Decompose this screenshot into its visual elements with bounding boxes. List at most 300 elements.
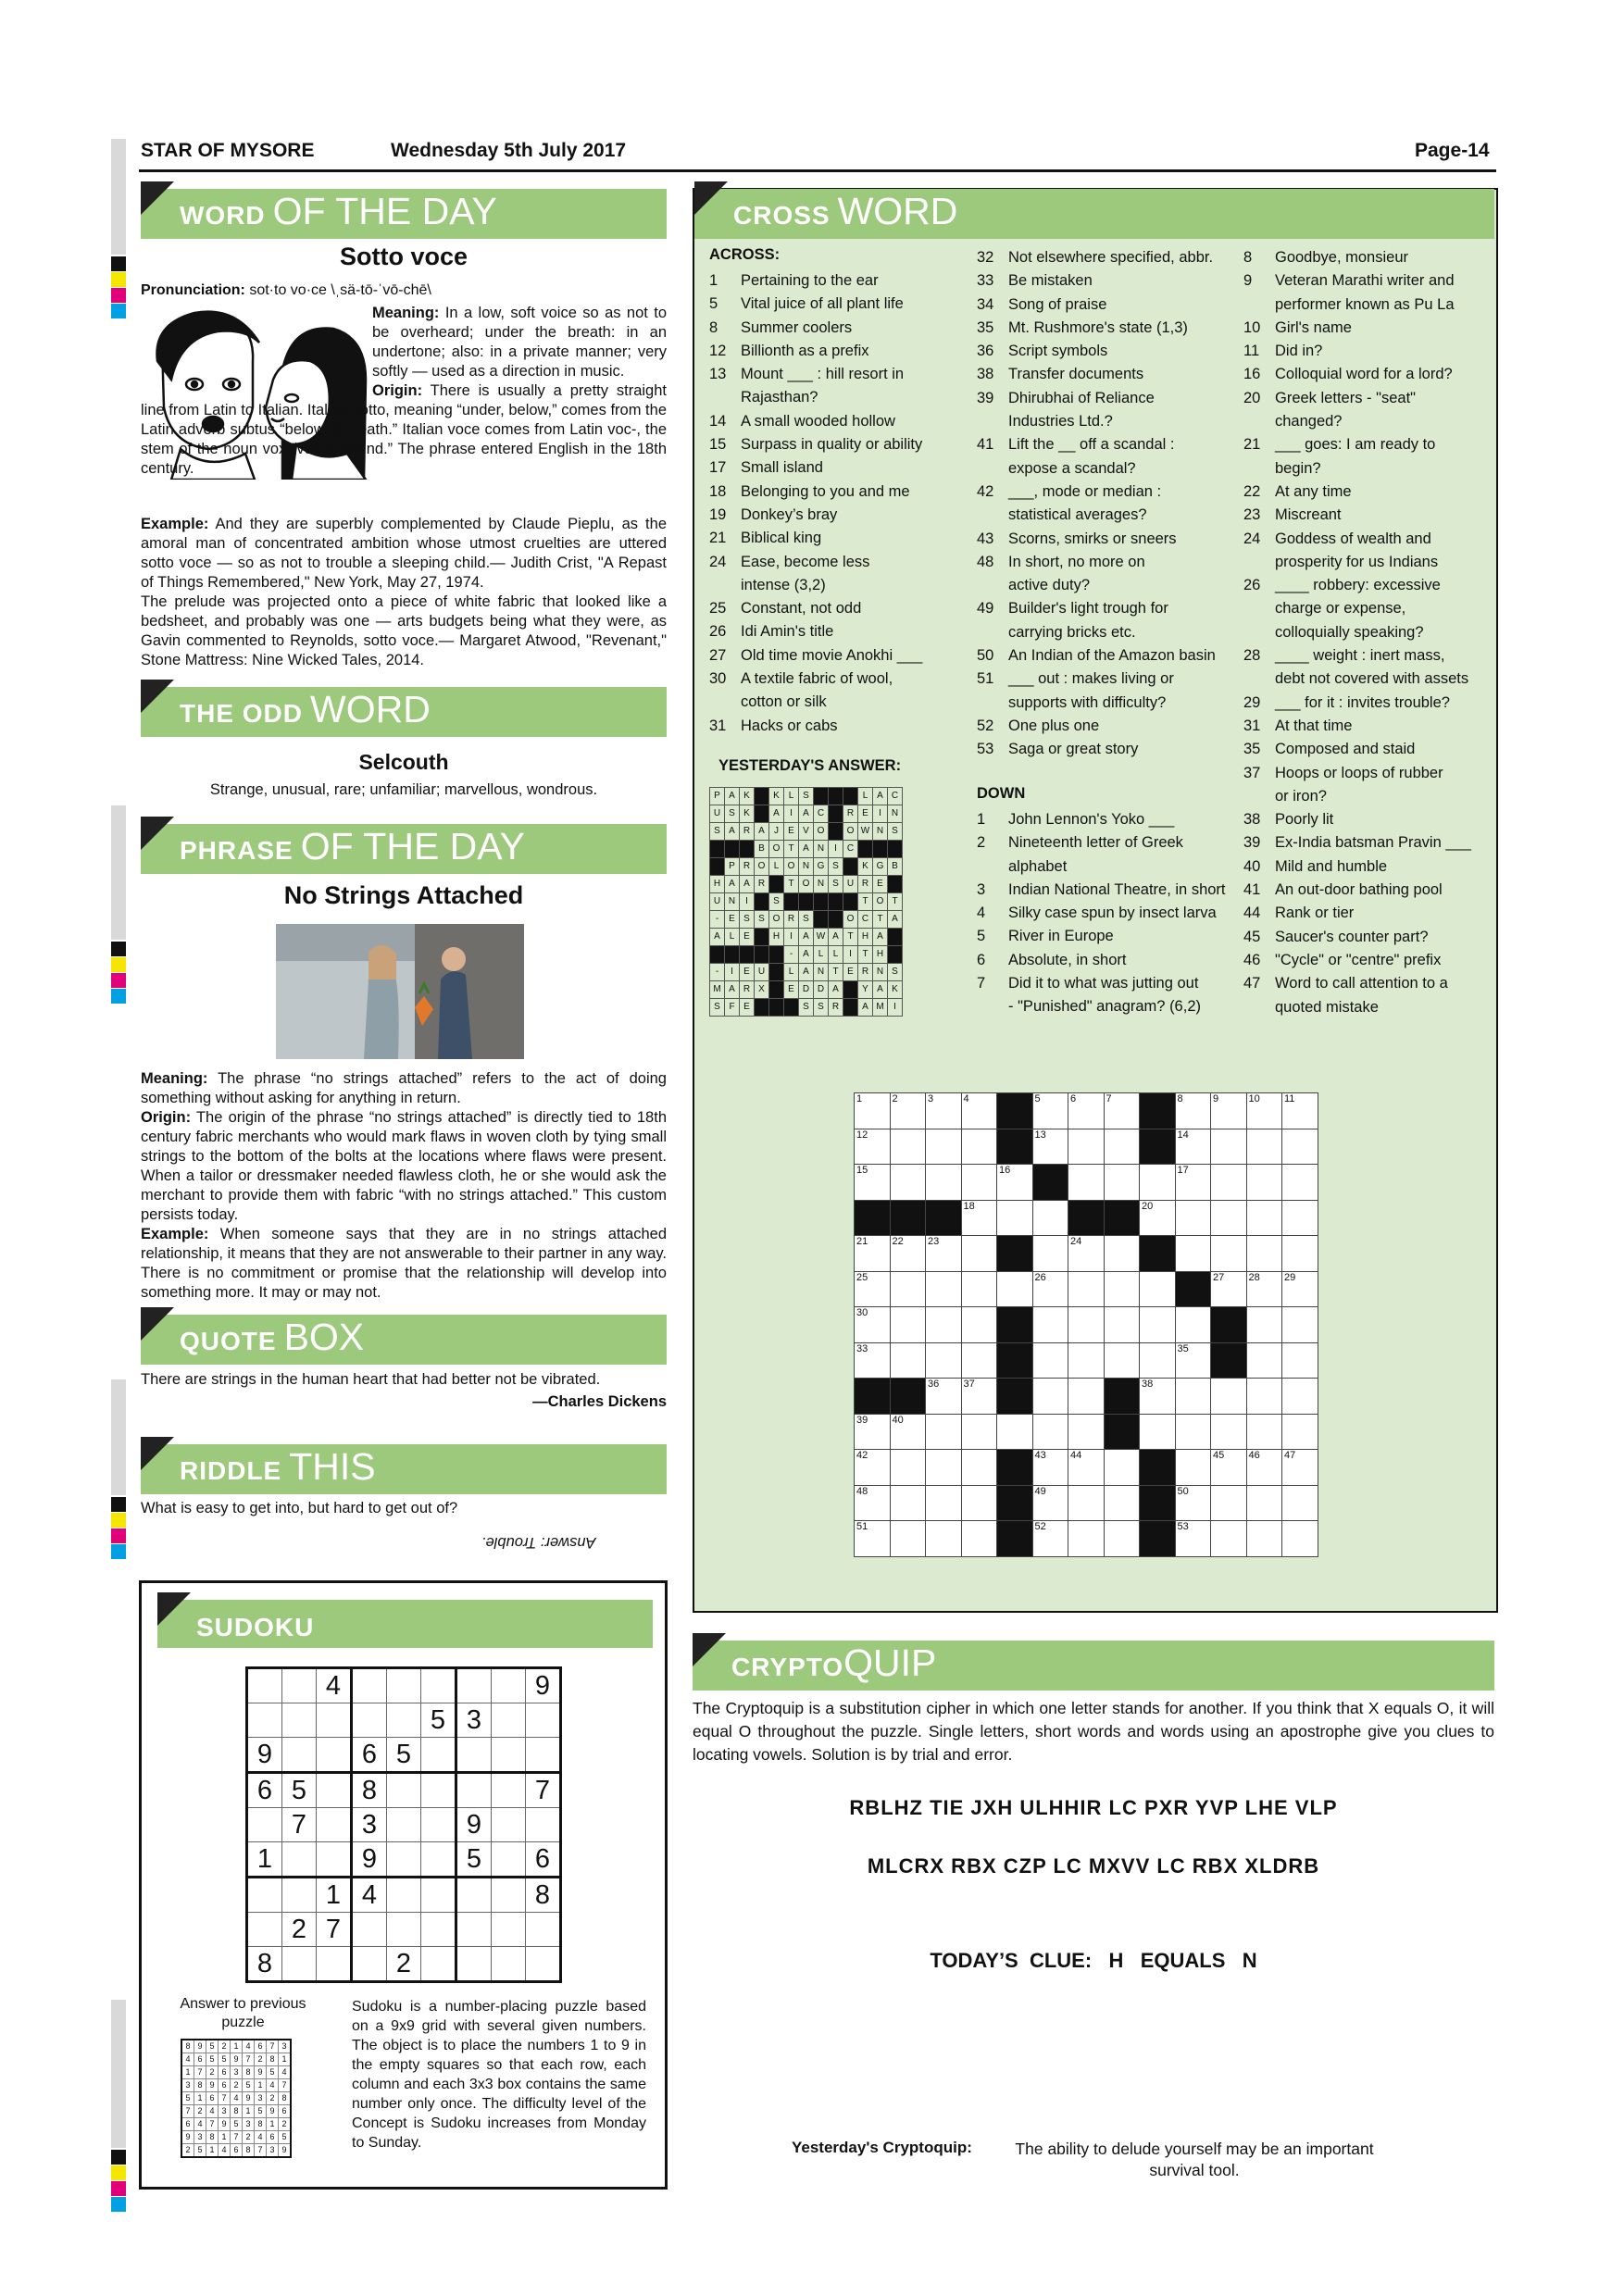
banner-word-a: CROSS <box>733 201 831 230</box>
clue-number: 1 <box>709 272 718 289</box>
cell-number: 40 <box>892 1414 904 1426</box>
crossword-cell[interactable] <box>1282 1093 1318 1129</box>
crossword-cell[interactable] <box>1104 1165 1140 1201</box>
cell-number: 52 <box>1034 1521 1046 1532</box>
crossword-cell[interactable] <box>1140 1342 1176 1379</box>
sudoku-empty-cell[interactable] <box>247 1878 282 1913</box>
sudoku-empty-cell[interactable] <box>492 1913 526 1947</box>
answer-black-cell <box>755 929 769 946</box>
sudoku-empty-cell[interactable] <box>387 1808 421 1842</box>
crossword-cell[interactable] <box>1068 1307 1105 1343</box>
sudoku-empty-cell[interactable] <box>247 1703 282 1738</box>
crossword-cell[interactable] <box>1246 1129 1282 1165</box>
sudoku-given-cell: 1 <box>206 2144 219 2158</box>
registration-mark <box>111 989 126 1004</box>
crossword-cell[interactable] <box>1211 1521 1247 1557</box>
crossword-cell[interactable] <box>890 1271 926 1307</box>
crossword-cell[interactable] <box>1282 1236 1318 1272</box>
crossword-cell[interactable] <box>1246 1093 1282 1129</box>
sudoku-empty-cell[interactable] <box>387 1703 421 1738</box>
sudoku-empty-cell[interactable] <box>352 1913 387 1947</box>
crossword-cell[interactable] <box>961 1379 997 1415</box>
crossword-cell[interactable] <box>1282 1271 1318 1307</box>
crossword-cell[interactable] <box>855 1236 891 1272</box>
sudoku-empty-cell[interactable] <box>421 1878 456 1913</box>
answer-cell: S <box>799 911 814 929</box>
crossword-cell[interactable] <box>926 1129 962 1165</box>
crossword-cell[interactable] <box>855 1521 891 1557</box>
sudoku-empty-cell[interactable] <box>387 1913 421 1947</box>
sudoku-empty-cell[interactable] <box>317 1738 352 1773</box>
crossword-cell[interactable] <box>1140 1200 1176 1236</box>
crossword-cell[interactable] <box>926 1271 962 1307</box>
clue-number: 9 <box>1243 272 1253 290</box>
crossword-cell[interactable] <box>1175 1414 1211 1450</box>
crossword-cell[interactable] <box>1246 1271 1282 1307</box>
crossword-cell[interactable] <box>1032 1200 1068 1236</box>
crossword-cell[interactable] <box>1175 1485 1211 1521</box>
sudoku-empty-cell[interactable] <box>282 1738 317 1773</box>
crossword-cell[interactable] <box>1282 1165 1318 1201</box>
clue-line <box>1243 879 1493 902</box>
crossword-cell[interactable] <box>890 1236 926 1272</box>
answer-cell: L <box>829 946 843 964</box>
sudoku-empty-cell[interactable] <box>387 1773 421 1808</box>
crossword-cell[interactable] <box>1175 1129 1211 1165</box>
clue-line <box>1243 972 1493 995</box>
crossword-cell[interactable] <box>1175 1093 1211 1129</box>
crossword-cell[interactable] <box>1175 1379 1211 1415</box>
clue-text: A small wooded hollow <box>741 412 895 430</box>
crossword-cell[interactable] <box>1246 1307 1282 1343</box>
sudoku-empty-cell[interactable] <box>352 1703 387 1738</box>
sudoku-empty-cell[interactable] <box>387 1668 421 1703</box>
sudoku-empty-cell[interactable] <box>526 1738 561 1773</box>
sudoku-empty-cell[interactable] <box>387 1878 421 1913</box>
crossword-cell[interactable] <box>1068 1129 1105 1165</box>
crossword-cell[interactable] <box>1104 1307 1140 1343</box>
crossword-cell[interactable] <box>1032 1307 1068 1343</box>
clue-line <box>977 246 1218 269</box>
crossword-cell[interactable] <box>1282 1307 1318 1343</box>
crossword-cell[interactable] <box>961 1271 997 1307</box>
crossword-cell[interactable] <box>1104 1236 1140 1272</box>
clue-text: Idi Amin's title <box>741 623 834 641</box>
crossword-cell[interactable] <box>1175 1165 1211 1201</box>
clue-text: Indian National Theatre, in short <box>1008 880 1226 898</box>
answer-black-cell <box>843 999 858 1017</box>
crossword-cell[interactable] <box>1175 1342 1211 1379</box>
answer-cell: C <box>888 788 903 805</box>
crossword-cell[interactable] <box>1175 1236 1211 1272</box>
clue-number: 24 <box>709 553 727 570</box>
crossword-cell[interactable] <box>961 1450 997 1486</box>
sudoku-given-cell: 5 <box>267 2066 279 2079</box>
crossword-cell[interactable] <box>1211 1129 1247 1165</box>
sudoku-empty-cell[interactable] <box>492 1703 526 1738</box>
crossword-cell[interactable] <box>1246 1342 1282 1379</box>
sudoku-empty-cell[interactable] <box>456 1913 492 1947</box>
crossword-cell[interactable] <box>890 1342 926 1379</box>
clue-line <box>709 597 950 620</box>
crossword-black-cell <box>997 1093 1033 1129</box>
clue-line <box>709 691 950 714</box>
clue-text: Script symbols <box>1008 343 1108 360</box>
sudoku-empty-cell[interactable] <box>526 1808 561 1842</box>
crossword-cell[interactable] <box>1175 1521 1211 1557</box>
crossword-cell[interactable] <box>1032 1450 1068 1486</box>
crossword-cell[interactable] <box>855 1093 891 1129</box>
answer-cell: L <box>769 858 784 876</box>
clue-line <box>1243 574 1493 597</box>
sudoku-empty-cell[interactable] <box>352 1947 387 1982</box>
sudoku-given-cell: 3 <box>267 2144 279 2158</box>
crossword-cell[interactable] <box>1211 1379 1247 1415</box>
crossword-cell[interactable] <box>1140 1307 1176 1343</box>
crossword-cell[interactable] <box>855 1414 891 1450</box>
crossword-cell[interactable] <box>1282 1129 1318 1165</box>
sudoku-given-cell: 7 <box>243 2053 255 2066</box>
crossword-cell[interactable] <box>1246 1450 1282 1486</box>
crossword-cell[interactable] <box>890 1165 926 1201</box>
crossword-cell[interactable] <box>1282 1200 1318 1236</box>
sudoku-given-cell: 7 <box>206 2118 219 2131</box>
clue-line <box>1243 597 1493 620</box>
crossword-cell[interactable] <box>1068 1521 1105 1557</box>
sudoku-empty-cell[interactable] <box>247 1808 282 1842</box>
sudoku-empty-cell[interactable] <box>492 1738 526 1773</box>
clue-text: "Cycle" or "centre" prefix <box>1275 951 1442 968</box>
clue-number: 15 <box>709 436 727 454</box>
crossword-cell[interactable] <box>1282 1450 1318 1486</box>
crossword-black-cell <box>997 1450 1033 1486</box>
clue-number: 8 <box>1243 249 1253 266</box>
crossword-cell[interactable] <box>1032 1342 1068 1379</box>
crossword-cell[interactable] <box>1032 1414 1068 1450</box>
crossword-cell[interactable] <box>997 1200 1033 1236</box>
sudoku-empty-cell[interactable] <box>421 1913 456 1947</box>
crossword-cell[interactable] <box>997 1165 1033 1201</box>
crossword-cell[interactable] <box>1211 1271 1247 1307</box>
crossword-cell[interactable] <box>1068 1093 1105 1129</box>
sudoku-empty-cell[interactable] <box>492 1668 526 1703</box>
crossword-cell[interactable] <box>1104 1450 1140 1486</box>
crossword-cell[interactable] <box>1140 1414 1176 1450</box>
crossword-cell[interactable] <box>1211 1485 1247 1521</box>
crossword-cell[interactable] <box>1032 1236 1068 1272</box>
sudoku-given-cell: 4 <box>279 2066 292 2079</box>
sudoku-empty-cell[interactable] <box>492 1947 526 1982</box>
cell-number: 36 <box>928 1379 940 1390</box>
crossword-cell[interactable] <box>926 1165 962 1201</box>
sudoku-empty-cell[interactable] <box>421 1738 456 1773</box>
sudoku-empty-cell[interactable] <box>317 1773 352 1808</box>
crossword-cell[interactable] <box>1032 1485 1068 1521</box>
crossword-cell[interactable] <box>1246 1414 1282 1450</box>
answer-cell: I <box>784 805 799 823</box>
answer-cell: R <box>829 999 843 1017</box>
crossword-cell[interactable] <box>1211 1236 1247 1272</box>
answer-cell: T <box>829 964 843 981</box>
crossword-cell[interactable] <box>1068 1485 1105 1521</box>
crossword-cell[interactable] <box>926 1521 962 1557</box>
sudoku-empty-cell[interactable] <box>456 1668 492 1703</box>
answer-cell: I <box>843 946 858 964</box>
crossword-cell[interactable] <box>1211 1414 1247 1450</box>
crossword-grid[interactable] <box>854 1092 1318 1557</box>
crossword-cell[interactable] <box>1104 1342 1140 1379</box>
crossword-cell[interactable] <box>1068 1236 1105 1272</box>
answer-cell: H <box>769 929 784 946</box>
clue-number: 7 <box>977 975 986 992</box>
crossword-cell[interactable] <box>961 1200 997 1236</box>
crossword-cell[interactable] <box>1068 1414 1105 1450</box>
crossword-cell[interactable] <box>961 1307 997 1343</box>
sudoku-given-cell: 9 <box>247 1738 282 1773</box>
sudoku-given-cell: 2 <box>267 2092 279 2105</box>
sudoku-empty-cell[interactable] <box>421 1808 456 1842</box>
crossword-cell[interactable] <box>1032 1379 1068 1415</box>
clue-line <box>977 480 1218 504</box>
crossword-cell[interactable] <box>1175 1307 1211 1343</box>
sudoku-given-cell: 6 <box>247 1773 282 1808</box>
answer-cell: S <box>829 858 843 876</box>
crossword-cell[interactable] <box>890 1093 926 1129</box>
sudoku-empty-cell[interactable] <box>317 1842 352 1878</box>
crossword-cell[interactable] <box>1032 1129 1068 1165</box>
meaning-label: Meaning: <box>141 1070 208 1087</box>
answer-cell: A <box>799 805 814 823</box>
sudoku-given-cell: 7 <box>219 2092 231 2105</box>
crossword-cell[interactable] <box>1211 1450 1247 1486</box>
crossword-cell[interactable] <box>961 1236 997 1272</box>
yesterday-cryptoquip-text: The ability to delude yourself may be an important survival tool. <box>1015 2140 1374 2179</box>
crossword-cell[interactable] <box>1032 1271 1068 1307</box>
crossword-cell[interactable] <box>1282 1414 1318 1450</box>
cell-number: 11 <box>1284 1093 1295 1104</box>
crossword-cell[interactable] <box>855 1271 891 1307</box>
crossword-cell[interactable] <box>1140 1271 1176 1307</box>
answer-cell: L <box>784 964 799 981</box>
answer-cell: O <box>755 858 769 876</box>
crossword-cell[interactable] <box>1032 1521 1068 1557</box>
crossword-cell[interactable] <box>855 1450 891 1486</box>
crossword-cell[interactable] <box>890 1521 926 1557</box>
sudoku-empty-cell[interactable] <box>317 1808 352 1842</box>
crossword-black-cell <box>997 1379 1033 1415</box>
answer-black-cell <box>710 841 725 858</box>
crossword-cell[interactable] <box>1104 1129 1140 1165</box>
sudoku-empty-cell[interactable] <box>492 1842 526 1878</box>
sudoku-empty-cell[interactable] <box>421 1842 456 1878</box>
phrase-banner <box>141 824 667 874</box>
crossword-cell[interactable] <box>1104 1521 1140 1557</box>
crossword-black-cell <box>1211 1307 1247 1343</box>
clue-text: Silky case spun by insect larva <box>1008 905 1217 922</box>
sudoku-empty-cell[interactable] <box>317 1703 352 1738</box>
answer-cell: N <box>814 876 829 893</box>
clue-number: 10 <box>1243 318 1261 336</box>
clue-number: 35 <box>1243 741 1261 758</box>
sudoku-given-cell: 7 <box>279 2079 292 2092</box>
sudoku-empty-cell[interactable] <box>456 1878 492 1913</box>
answer-cell: E <box>858 805 873 823</box>
crossword-cell[interactable] <box>926 1450 962 1486</box>
clue-number: 22 <box>1243 482 1261 500</box>
answer-cell: A <box>725 788 740 805</box>
answer-black-cell <box>888 929 903 946</box>
sudoku-given-cell: 4 <box>219 2144 231 2158</box>
crossword-cell[interactable] <box>926 1236 962 1272</box>
sudoku-empty-cell[interactable] <box>456 1773 492 1808</box>
crossword-cell[interactable] <box>890 1307 926 1343</box>
crossword-cell[interactable] <box>890 1450 926 1486</box>
sudoku-given-cell: 4 <box>243 2040 255 2053</box>
sudoku-empty-cell[interactable] <box>492 1878 526 1913</box>
sudoku-empty-cell[interactable] <box>456 1947 492 1982</box>
crossword-cell[interactable] <box>1282 1379 1318 1415</box>
clue-line <box>977 340 1218 363</box>
sudoku-empty-cell[interactable] <box>352 1668 387 1703</box>
sudoku-empty-cell[interactable] <box>317 1947 352 1982</box>
crossword-cell[interactable] <box>1246 1485 1282 1521</box>
cell-number: 48 <box>856 1485 868 1497</box>
crossword-cell[interactable] <box>961 1521 997 1557</box>
crossword-cell[interactable] <box>1068 1165 1105 1201</box>
crossword-cell[interactable] <box>1246 1236 1282 1272</box>
sudoku-given-cell: 2 <box>181 2144 194 2158</box>
crossword-cell[interactable] <box>961 1485 997 1521</box>
sudoku-empty-cell[interactable] <box>282 1878 317 1913</box>
crossword-cell[interactable] <box>1246 1200 1282 1236</box>
clue-line <box>1243 738 1493 761</box>
sudoku-empty-cell[interactable] <box>421 1668 456 1703</box>
crossword-cell[interactable] <box>1282 1485 1318 1521</box>
sudoku-empty-cell[interactable] <box>526 1703 561 1738</box>
sudoku-given-cell: 7 <box>282 1808 317 1842</box>
crossword-cell[interactable] <box>1282 1521 1318 1557</box>
crossword-cell[interactable] <box>961 1129 997 1165</box>
crossword-cell[interactable] <box>1104 1271 1140 1307</box>
crossword-cell[interactable] <box>926 1414 962 1450</box>
crossword-cell[interactable] <box>890 1414 926 1450</box>
crossword-cell[interactable] <box>961 1093 997 1129</box>
crossword-cell[interactable] <box>855 1129 891 1165</box>
sudoku-empty-cell[interactable] <box>456 1738 492 1773</box>
clue-line <box>1243 457 1493 480</box>
word-example <box>141 515 667 593</box>
banner-corner-mark <box>141 1307 174 1341</box>
crossword-cell[interactable] <box>926 1307 962 1343</box>
crossword-cell[interactable] <box>855 1307 891 1343</box>
sudoku-empty-cell[interactable] <box>421 1947 456 1982</box>
sudoku-empty-cell[interactable] <box>282 1668 317 1703</box>
crossword-cell[interactable] <box>1246 1379 1282 1415</box>
clue-number: 4 <box>977 905 986 922</box>
cell-number: 27 <box>1213 1271 1225 1283</box>
answer-black-cell <box>814 788 829 805</box>
crossword-cell[interactable] <box>926 1342 962 1379</box>
crossword-cell[interactable] <box>926 1379 962 1415</box>
crossword-cell[interactable] <box>1211 1165 1247 1201</box>
crossword-cell[interactable] <box>1068 1379 1105 1415</box>
sudoku-empty-cell[interactable] <box>492 1808 526 1842</box>
banner-word-a: THE ODD <box>180 699 303 728</box>
registration-mark <box>111 1529 126 1543</box>
sudoku-empty-cell[interactable] <box>282 1842 317 1878</box>
crossword-cell[interactable] <box>855 1165 891 1201</box>
sudoku-empty-cell[interactable] <box>247 1668 282 1703</box>
sudoku-empty-cell[interactable] <box>282 1947 317 1982</box>
answer-cell: R <box>740 858 755 876</box>
crossword-cell[interactable] <box>1282 1342 1318 1379</box>
answer-cell: A <box>725 823 740 841</box>
sudoku-empty-cell[interactable] <box>387 1842 421 1878</box>
crossword-cell[interactable] <box>1068 1450 1105 1486</box>
sudoku-empty-cell[interactable] <box>526 1947 561 1982</box>
sudoku-empty-cell[interactable] <box>421 1773 456 1808</box>
crossword-cell[interactable] <box>961 1165 997 1201</box>
example-label: Example: <box>141 1226 209 1242</box>
example-label: Example: <box>141 516 209 532</box>
crossword-cell[interactable] <box>1068 1271 1105 1307</box>
crossword-cell[interactable] <box>997 1271 1033 1307</box>
answer-cell: B <box>755 841 769 858</box>
crossword-cell[interactable] <box>1068 1342 1105 1379</box>
answer-cell: N <box>799 858 814 876</box>
crossword-cell[interactable] <box>1211 1200 1247 1236</box>
crossword-cell[interactable] <box>1140 1379 1176 1415</box>
crossword-cell[interactable] <box>1104 1093 1140 1129</box>
answer-cell: K <box>888 981 903 999</box>
crossword-cell[interactable] <box>997 1414 1033 1450</box>
crossword-black-cell <box>997 1307 1033 1343</box>
crossword-cell[interactable] <box>1175 1200 1211 1236</box>
crossword-cell[interactable] <box>926 1485 962 1521</box>
crossword-cell[interactable] <box>855 1485 891 1521</box>
crossword-cell[interactable] <box>926 1093 962 1129</box>
sudoku-empty-cell[interactable] <box>492 1773 526 1808</box>
clue-number: 6 <box>977 951 986 968</box>
crossword-cell[interactable] <box>1140 1165 1176 1201</box>
sudoku-empty-cell[interactable] <box>526 1913 561 1947</box>
sudoku-empty-cell[interactable] <box>282 1703 317 1738</box>
banner-corner-mark <box>141 680 174 713</box>
clue-line <box>977 855 1227 879</box>
sudoku-empty-cell[interactable] <box>247 1913 282 1947</box>
answer-cell: A <box>873 981 888 999</box>
crossword-cell[interactable] <box>1032 1093 1068 1129</box>
crossword-cell[interactable] <box>1104 1485 1140 1521</box>
cell-number: 35 <box>1177 1342 1189 1354</box>
crossword-cell[interactable] <box>855 1342 891 1379</box>
sudoku-given-cell: 2 <box>219 2040 231 2053</box>
clue-line <box>709 317 950 340</box>
crossword-cell[interactable] <box>961 1342 997 1379</box>
crossword-black-cell <box>1140 1485 1176 1521</box>
clue-number: 17 <box>709 459 727 477</box>
answer-cell: T <box>888 893 903 911</box>
crossword-cell[interactable] <box>961 1414 997 1450</box>
crossword-cell[interactable] <box>1246 1521 1282 1557</box>
crossword-cell[interactable] <box>890 1129 926 1165</box>
crossword-cell[interactable] <box>1211 1093 1247 1129</box>
crossword-cell[interactable] <box>890 1485 926 1521</box>
answer-cell: T <box>784 876 799 893</box>
crossword-cell[interactable] <box>1175 1450 1211 1486</box>
crossword-cell[interactable] <box>1246 1165 1282 1201</box>
sudoku-given-cell: 1 <box>181 2066 194 2079</box>
